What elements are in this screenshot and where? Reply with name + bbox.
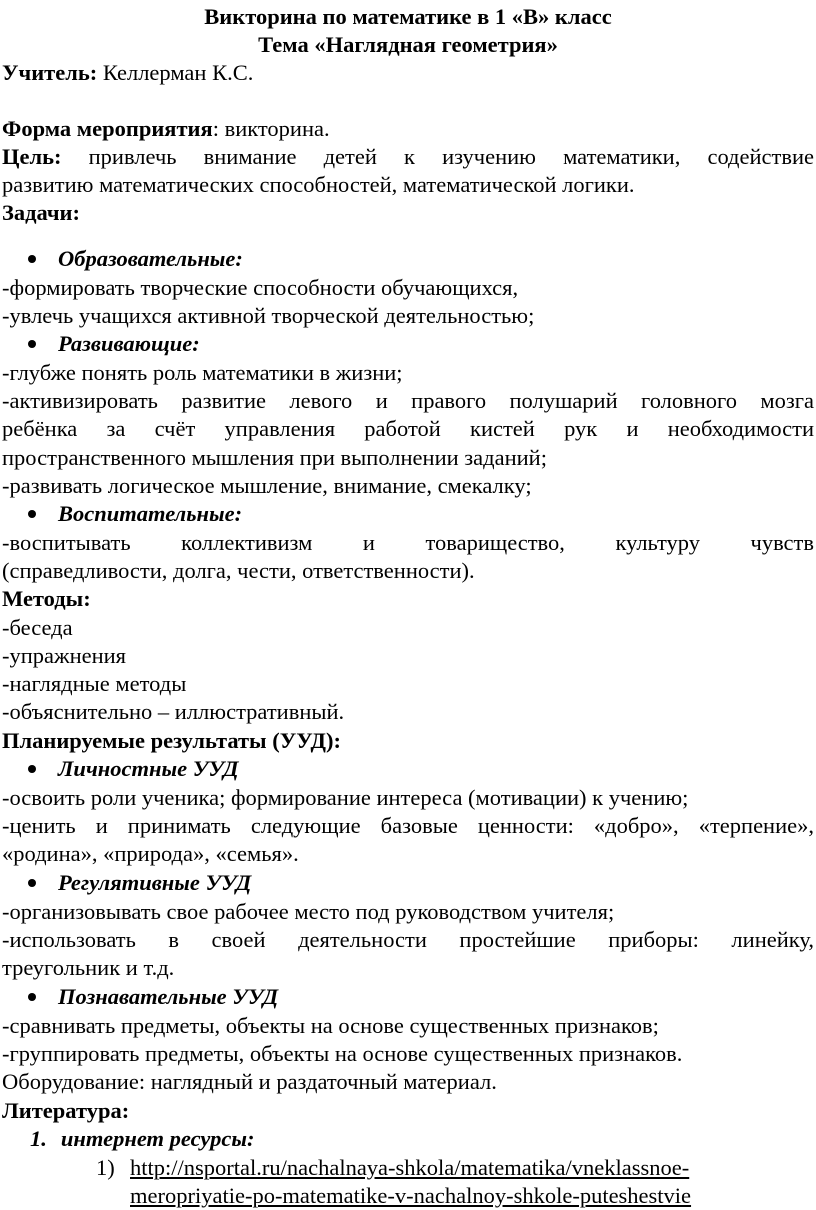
goal-line-2: развитию математических способностей, математической логики.: [2, 172, 635, 197]
list-item: -активизировать развитие левого и правого полушарий головного мозга: [2, 388, 814, 413]
list-item: -организовывать свое рабочее место под руководством учителя;: [2, 899, 615, 924]
form-line: [2, 115, 814, 143]
list-item: -упражнения: [2, 643, 127, 668]
bullet-educational: [28, 245, 243, 273]
bullet-icon: [28, 765, 36, 773]
list-item: треугольник и т.д.: [2, 955, 175, 980]
list-item: -сравнивать предметы, объекты на основе существенных признаков;: [2, 1013, 659, 1038]
list-item: -воспитывать коллективизм и товарищество, культуру чувств: [2, 530, 814, 555]
literature-link[interactable]: meropriyatie-po-matematike-v-nachalnoy-shkole-puteshestvie: [130, 1183, 692, 1208]
educational-heading: Образовательные:: [58, 246, 243, 271]
upbringing-heading: Воспитательные:: [58, 501, 243, 526]
literature-item: [30, 1125, 254, 1153]
goal-text-1: привлечь внимание детей к изучению математики, содействие: [88, 144, 815, 169]
list-item: -наглядные методы: [2, 671, 187, 696]
literature-item-heading: интернет ресурсы:: [60, 1126, 255, 1151]
list-item: -развивать логическое мышление, внимание, смекалку;: [2, 473, 532, 498]
bullet-icon: [28, 510, 36, 518]
list-item: -объяснительно – иллюстративный.: [2, 699, 345, 724]
list-item: -формировать творческие способности обучающихся,: [2, 275, 519, 300]
developing-heading: Развивающие:: [58, 331, 200, 356]
literature-link[interactable]: http://nsportal.ru/nachalnaya-shkola/matematika/vneklassnoe-: [130, 1155, 690, 1180]
bullet-developing: [28, 330, 200, 358]
bullet-upbringing: [28, 500, 242, 528]
goal-label: Цель:: [2, 144, 62, 169]
form-label: Форма мероприятия: [2, 116, 213, 141]
list-item: -освоить роли ученика; формирование интереса (мотивации) к учению;: [2, 785, 689, 810]
item-number: 1.: [30, 1126, 47, 1151]
list-item: -глубже понять роль математики в жизни;: [2, 360, 403, 385]
personal-heading: Личностные УУД: [58, 756, 239, 781]
regulatory-heading: Регулятивные УУД: [58, 870, 252, 895]
teacher-label: Учитель:: [2, 60, 98, 85]
list-item: (справедливости, долга, чести, ответственности).: [2, 558, 475, 583]
equipment-line: Оборудование: наглядный и раздаточный материал.: [2, 1069, 497, 1094]
list-item: ребёнка за счёт управления работой кистей рук и необходимости: [2, 416, 814, 441]
document-topic: Тема «Наглядная геометрия»: [258, 32, 558, 57]
bullet-icon: [28, 993, 36, 1001]
methods-label: Методы:: [2, 586, 91, 611]
bullet-icon: [28, 255, 36, 263]
list-item: -увлечь учащихся активной творческой деятельностью;: [2, 303, 535, 328]
link-number: 1): [96, 1155, 115, 1180]
goal-line-1: [2, 143, 814, 171]
list-item: «родина», «природа», «семья».: [2, 841, 299, 866]
literature-link-line-2[interactable]: [130, 1182, 691, 1210]
literature-label: Литература:: [2, 1098, 130, 1123]
form-value: : викторина.: [212, 116, 330, 141]
cognitive-heading: Познавательные УУД: [58, 984, 279, 1009]
list-item: -ценить и принимать следующие базовые ценности: «добро», «терпение»,: [2, 813, 814, 838]
bullet-cognitive: [28, 983, 278, 1011]
bullet-regulatory: [28, 869, 251, 897]
teacher-value: Келлерман К.С.: [97, 60, 254, 85]
document-title: Викторина по математике в 1 «В» класс: [204, 4, 612, 29]
results-label: Планируемые результаты (УУД):: [2, 728, 341, 753]
list-item: -использовать в своей деятельности простейшие приборы: линейку,: [2, 927, 814, 952]
teacher-line: [2, 59, 814, 87]
tasks-label: Задачи:: [2, 200, 81, 225]
list-item: -беседа: [2, 615, 73, 640]
literature-link-line-1[interactable]: [130, 1154, 689, 1182]
bullet-icon: [28, 879, 36, 887]
list-item: пространственного мышления при выполнении заданий;: [2, 445, 547, 470]
list-item: -группировать предметы, объекты на основе существенных признаков.: [2, 1041, 683, 1066]
bullet-icon: [28, 340, 36, 348]
bullet-personal: [28, 755, 238, 783]
